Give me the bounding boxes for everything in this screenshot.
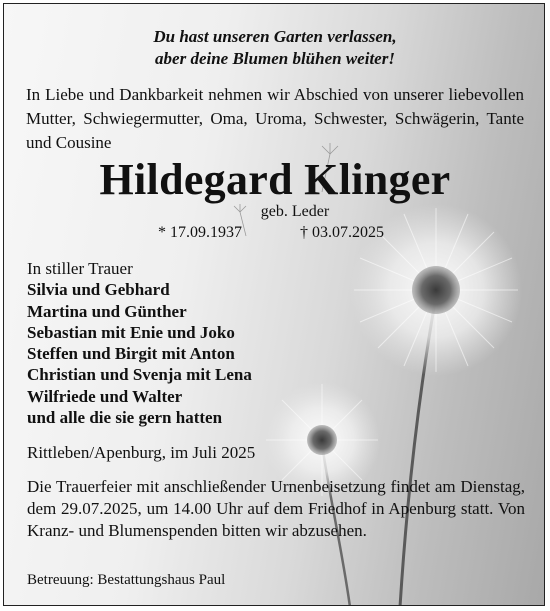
mourner-entry: Silvia und Gebhard xyxy=(27,280,170,300)
birth-date: * 17.09.1937 xyxy=(158,224,242,241)
mourner-entry: Steffen und Birgit mit Anton xyxy=(27,344,235,364)
funeral-home-credit: Betreuung: Bestattungshaus Paul xyxy=(27,572,226,588)
mourner-entry: und alle die sie gern hatten xyxy=(27,408,223,428)
obituary-content xyxy=(4,4,545,606)
mourner-entry: Wilfriede und Walter xyxy=(27,386,183,406)
mourner-entry: Martina und Günther xyxy=(27,301,187,321)
motto-line-1: Du hast unseren Garten verlassen, xyxy=(153,27,397,46)
obituary-card xyxy=(3,3,545,606)
death-date: † 03.07.2025 xyxy=(300,224,384,241)
mourner-entry: Sebastian mit Enie und Joko xyxy=(27,322,235,342)
mourner-entry: Christian und Svenja mit Lena xyxy=(27,365,252,385)
place-and-date: Rittleben/Apenburg, im Juli 2025 xyxy=(27,443,256,462)
deceased-name: Hildegard Klinger xyxy=(99,155,451,204)
funeral-service-info: Die Trauerfeier mit anschließender Urnenbeisetzung findet am Dienstag, dem 29.07.2025, um 14.00 Uhr auf dem Friedhof in Apenburg statt. Von Kranz- und Blumenspenden bitten wir abzusehen. xyxy=(27,477,525,540)
motto-line-2: aber deine Blumen blühen weiter! xyxy=(155,49,395,68)
mourners-list xyxy=(27,258,252,428)
intro-text: In Liebe und Dankbarkeit nehmen wir Abschied von unserer liebevollen Mutter, Schwiegermutter, Oma, Uroma, Schwester, Schwägerin, Tante und Cousine xyxy=(26,85,524,152)
motto xyxy=(4,26,545,70)
mourners-lead: In stiller Trauer xyxy=(27,259,133,278)
maiden-name: geb. Leder xyxy=(260,203,330,220)
